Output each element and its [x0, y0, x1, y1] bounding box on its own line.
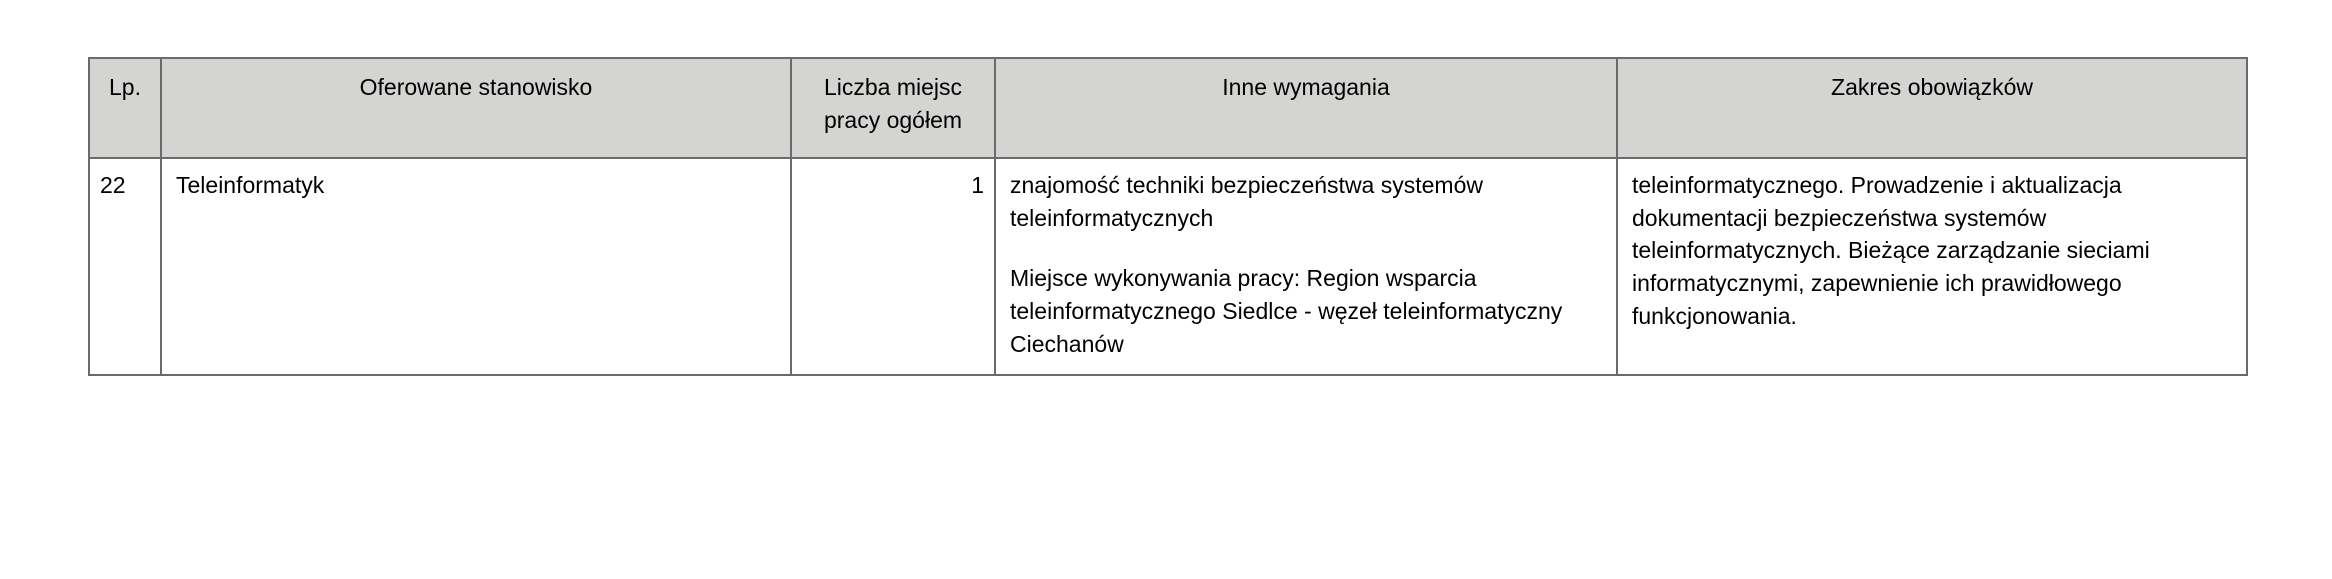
column-header-count — [791, 58, 995, 158]
table-header-row — [89, 58, 2247, 158]
table-row — [89, 158, 2247, 375]
cell-position: Teleinformatyk — [161, 158, 791, 375]
table-body — [89, 158, 2247, 375]
column-header-requirements: Inne wymagania — [995, 58, 1617, 158]
cell-requirements — [995, 158, 1617, 375]
column-header-duties: Zakres obowiązków — [1617, 58, 2247, 158]
column-header-count-line2: pracy ogółem — [823, 106, 963, 133]
column-header-lp: Lp. — [89, 58, 161, 158]
job-offers-table — [88, 57, 2248, 376]
column-header-position: Oferowane stanowisko — [161, 58, 791, 158]
cell-count: 1 — [791, 158, 995, 375]
table-header — [89, 58, 2247, 158]
requirements-paragraph-1: znajomość techniki bezpieczeństwa systemów teleinformatycznych — [1010, 172, 1483, 231]
column-header-count-line1: Liczba miejsc — [823, 74, 963, 100]
duties-paragraph: teleinformatycznego. Prowadzenie i aktualizacja dokumentacji bezpieczeństwa systemów teleinformatycznych. Bieżące zarządzanie sieciami informatycznymi, zapewnienie ich prawidłowego funkcjonowania. — [1632, 172, 2150, 329]
cell-lp: 22 — [89, 158, 161, 375]
job-offers-table-container — [88, 57, 2246, 376]
requirements-paragraph-2: Miejsce wykonywania pracy: Region wsparcia teleinformatycznego Siedlce - węzeł teleinformatyczny Ciechanów — [1010, 265, 1563, 357]
cell-duties — [1617, 158, 2247, 375]
